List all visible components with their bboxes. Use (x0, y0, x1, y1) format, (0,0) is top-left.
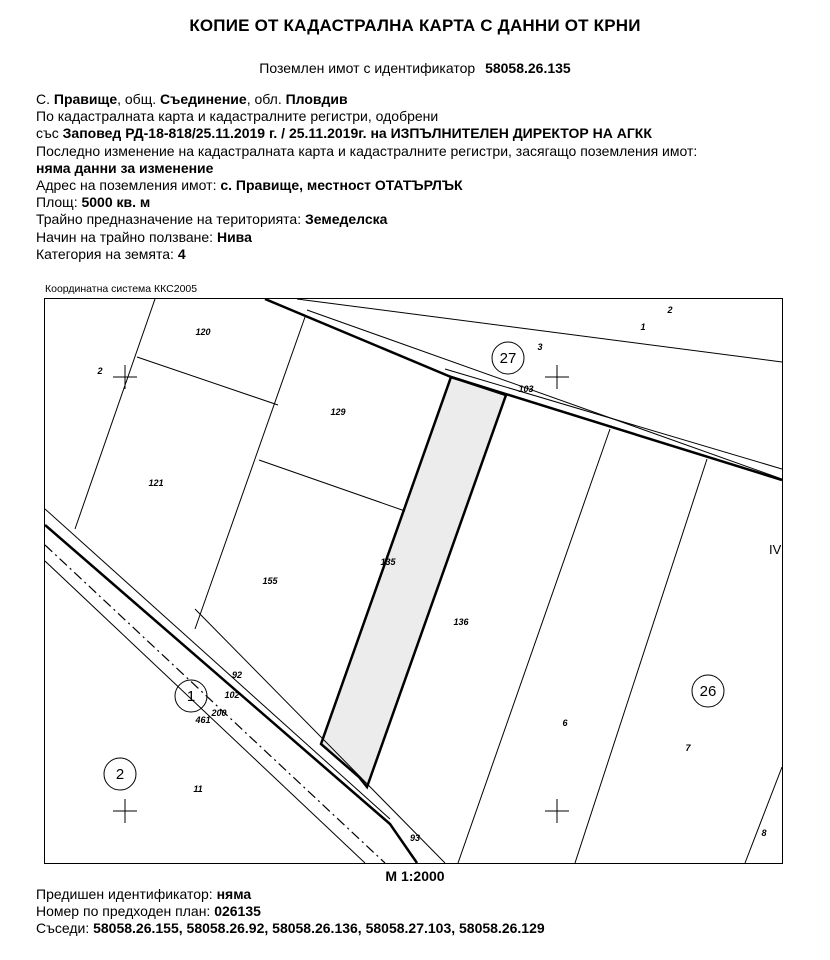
region-value: Пловдив (285, 91, 348, 107)
prev-plan-label: Номер по предходен план: (36, 903, 211, 919)
village-value: Правище (53, 91, 118, 107)
purpose-label: Трайно предназначение на територията: (36, 211, 302, 228)
parcel-label-2-top: 2 (667, 305, 673, 315)
usage-line (36, 229, 826, 246)
block-label-2: 2 (115, 766, 125, 783)
usage-value: Нива (216, 228, 252, 245)
cross-marker-4 (545, 799, 569, 823)
cross-marker-3 (113, 799, 137, 823)
previous-id-label: Предишен идентификатор: (36, 886, 213, 902)
parcel-label-136: 136 (453, 617, 469, 627)
parcel-label-2-left: 2 (97, 366, 103, 376)
parcel-label-8: 8 (761, 828, 767, 838)
region-prefix: обл. (254, 91, 282, 107)
municipality-prefix: общ. (124, 91, 157, 107)
area-label: Площ: (36, 194, 78, 211)
municipality-value: Съединение (160, 91, 247, 107)
boundary-1 (75, 299, 155, 529)
parcel-label-92: 92 (231, 670, 243, 680)
lower-road-edge-1 (45, 509, 390, 819)
boundary-5 (458, 429, 610, 863)
parcel-label-93: 93 (409, 833, 421, 843)
parcel-label-129: 129 (330, 407, 346, 417)
block-label-27: 27 (499, 350, 517, 367)
cross-marker-2 (545, 365, 569, 389)
block-label-26: 26 (699, 683, 717, 700)
document-title: КОПИЕ ОТ КАДАСТРАЛНА КАРТА С ДАННИ ОТ КРНИ (189, 16, 641, 35)
order-prefix: със (36, 125, 59, 142)
boundary-2 (195, 317, 305, 629)
last-change-value: няма данни за изменение (36, 159, 214, 176)
side-label-iv: IV (769, 542, 782, 557)
road-line-2 (307, 310, 782, 479)
parcel-label-7: 7 (685, 743, 691, 753)
lower-road-edge-2 (45, 561, 365, 863)
cross-marker-1 (113, 365, 137, 389)
last-change-value-line (36, 160, 826, 177)
parcel-label-155: 155 (262, 576, 278, 586)
village-prefix: С. (36, 91, 50, 107)
coordinate-system-label: Координатна система ККС2005 (45, 283, 198, 295)
highlighted-parcel[interactable] (321, 377, 506, 787)
parcel-label-6: 6 (562, 718, 568, 728)
previous-id-line (36, 886, 545, 903)
parcel-label-121: 121 (148, 478, 164, 488)
cadastral-map[interactable] (44, 298, 783, 864)
map-svg (45, 299, 782, 863)
parcel-label-135: 135 (380, 557, 396, 567)
address-value: с. Правище, местност ОТАТЪРЛЪК (220, 177, 463, 194)
parcel-label-102: 102 (224, 690, 240, 700)
purpose-line (36, 211, 826, 228)
parcel-label-120: 120 (195, 327, 211, 337)
road-boundary-thick (265, 299, 451, 377)
identifier-value: 58058.26.135 (485, 60, 571, 76)
parcel-label-200: 200 (211, 708, 227, 718)
boundary-6 (575, 459, 707, 863)
area-value: 5000 кв. м (81, 194, 151, 211)
road-boundary-thick-2 (451, 377, 782, 480)
parcel-label-3: 3 (537, 342, 543, 352)
purpose-value: Земеделска (304, 211, 388, 228)
parcel-label-1-top: 1 (640, 322, 646, 332)
location-line: С. Правище, общ. Съединение, обл. Пловдив (36, 91, 348, 107)
prev-plan-value: 026135 (214, 903, 261, 919)
neighbors-label: Съседи: (36, 920, 90, 936)
parcel-label-103: 103 (518, 384, 534, 394)
approved-line: По кадастралната карта и кадастралните регистри, одобрени (36, 108, 439, 125)
block-label-1: 1 (186, 688, 196, 705)
order-value: Заповед РД-18-818/25.11.2019 г. / 25.11.2019г. на ИЗПЪЛНИТЕЛЕН ДИРЕКТОР НА АГКК (62, 125, 652, 142)
identifier-label: Поземлен имот с идентификатор (259, 60, 476, 76)
footer-info (36, 886, 545, 937)
last-change-label: Последно изменение на кадастралната карта и кадастралните регистри, засягащо поземления имот: (36, 142, 698, 159)
address-line (36, 177, 826, 194)
prev-plan-line (36, 903, 545, 920)
neighbors-value: 58058.26.155, 58058.26.92, 58058.26.136, 58058.27.103, 58058.26.129 (93, 920, 545, 936)
neighbors-line (36, 920, 545, 937)
order-line (36, 125, 826, 142)
usage-label: Начин на трайно ползване: (36, 228, 214, 245)
identifier-line (0, 60, 830, 76)
category-value: 4 (177, 245, 186, 262)
parcel-label-461: 461 (195, 715, 211, 725)
parcel-label-11: 11 (193, 784, 203, 794)
boundary-7 (745, 767, 782, 863)
previous-id-value: няма (216, 886, 252, 902)
map-scale: М 1:2000 (385, 868, 445, 884)
property-info (36, 91, 826, 263)
area-line (36, 194, 826, 211)
boundary-3 (137, 357, 278, 405)
category-label: Категория на земята: (36, 245, 174, 262)
boundary-4 (259, 460, 405, 511)
road-top-line (297, 299, 782, 362)
category-line (36, 246, 826, 263)
address-label: Адрес на поземления имот: (36, 177, 217, 194)
